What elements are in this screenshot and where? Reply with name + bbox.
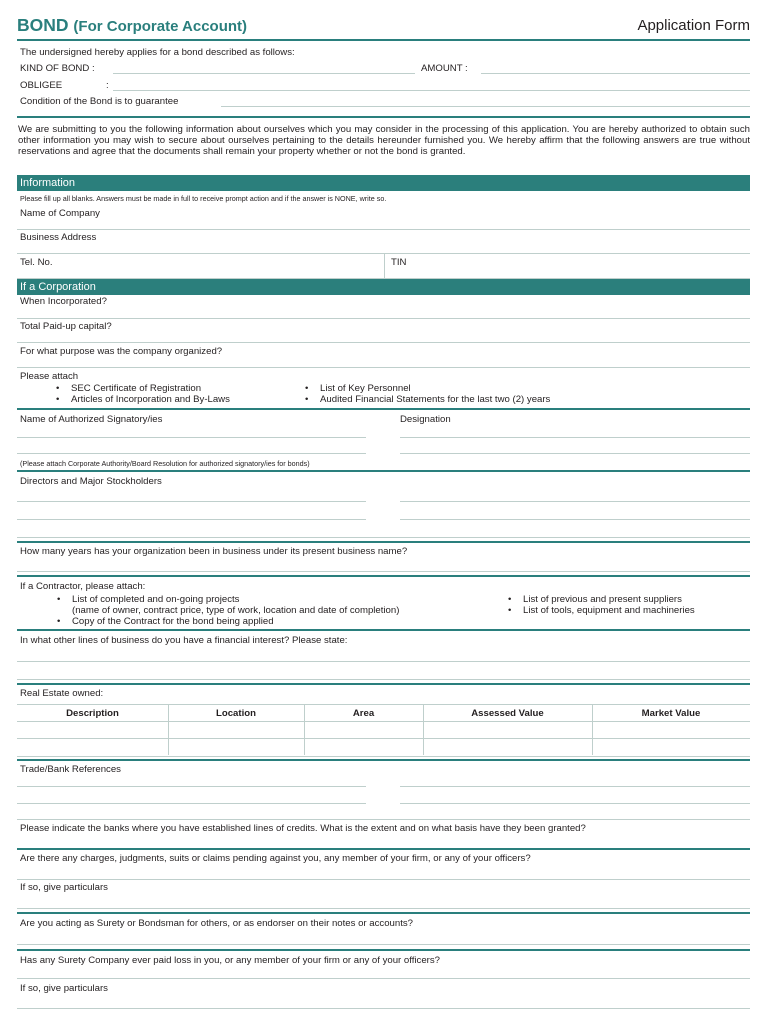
contractor-label: If a Contractor, please attach: bbox=[20, 581, 146, 592]
other-business-field-2[interactable] bbox=[17, 679, 750, 680]
other-business-field-1[interactable] bbox=[17, 661, 750, 662]
column-header-description: Description bbox=[66, 708, 119, 719]
particulars-label-2: If so, give particulars bbox=[20, 983, 108, 994]
section-rule bbox=[17, 116, 750, 118]
amount-field[interactable] bbox=[481, 73, 750, 74]
signatory-field-2[interactable] bbox=[17, 453, 366, 454]
obligee-field[interactable] bbox=[113, 90, 750, 91]
contractor-item-tools: • List of tools, equipment and machineries bbox=[523, 605, 695, 616]
reference-field-5[interactable] bbox=[17, 819, 750, 820]
paid-loss-answer-field[interactable] bbox=[17, 978, 750, 979]
attach-item-sec: • SEC Certificate of Registration bbox=[71, 383, 201, 394]
attach-item-articles: • Articles of Incorporation and By-Laws bbox=[71, 394, 230, 405]
years-in-business-field[interactable] bbox=[17, 571, 750, 572]
company-name-field[interactable] bbox=[17, 229, 750, 230]
condition-label: Condition of the Bond is to guarantee bbox=[20, 96, 179, 107]
section-rule bbox=[17, 629, 750, 631]
when-incorporated-label: When Incorporated? bbox=[20, 296, 107, 307]
designation-field-1[interactable] bbox=[400, 437, 750, 438]
column-header-area: Area bbox=[352, 708, 375, 719]
years-in-business-label: How many years has your organization been in business under its present business name? bbox=[20, 546, 408, 557]
paid-up-capital-label: Total Paid-up capital? bbox=[20, 321, 112, 332]
particulars-field-2[interactable] bbox=[17, 1008, 750, 1009]
business-address-label: Business Address bbox=[20, 232, 97, 243]
section-rule bbox=[17, 949, 750, 951]
column-header-market-value: Market Value bbox=[641, 708, 701, 719]
particulars-field-1[interactable] bbox=[17, 908, 750, 909]
contractor-item-suppliers: • List of previous and present suppliers bbox=[523, 594, 682, 605]
obligee-label: OBLIGEE bbox=[20, 80, 63, 91]
other-business-label: In what other lines of business do you have a financial interest? Please state: bbox=[20, 635, 348, 646]
real-estate-row-divider bbox=[17, 738, 750, 739]
authorized-signatory-label: Name of Authorized Signatory/ies bbox=[20, 414, 163, 425]
stockholders-field-2[interactable] bbox=[400, 519, 750, 520]
contractor-item-projects-detail: (name of owner, contract price, type of work, location and date of completion) bbox=[72, 605, 400, 616]
please-attach-label: Please attach bbox=[20, 371, 79, 382]
surety-answer-field[interactable] bbox=[17, 944, 750, 945]
contractor-item-projects: • List of completed and on-going projects bbox=[72, 594, 239, 605]
paid-loss-question: Has any Surety Company ever paid loss in you, or any member of your firm or any of your officers? bbox=[20, 955, 440, 966]
form-title-sub: (For Corporate Account) bbox=[73, 18, 248, 35]
information-heading: Information bbox=[17, 175, 750, 191]
attach-item-financials: • Audited Financial Statements for the last two (2) years bbox=[320, 394, 550, 405]
authority-note: (Please attach Corporate Authority/Board Resolution for authorized signatory/ies for bonds) bbox=[20, 459, 310, 468]
directors-field-1[interactable] bbox=[17, 501, 366, 502]
corporation-heading: If a Corporation bbox=[17, 279, 750, 295]
charges-answer-field[interactable] bbox=[17, 879, 750, 880]
stockholders-field-1[interactable] bbox=[400, 501, 750, 502]
charges-question: Are there any charges, judgments, suits or claims pending against you, any member of your firm, or any of your officers? bbox=[20, 853, 531, 864]
paid-up-capital-field[interactable] bbox=[17, 342, 750, 343]
signatory-field-1[interactable] bbox=[17, 437, 366, 438]
tel-no-label: Tel. No. bbox=[20, 257, 53, 268]
section-rule bbox=[17, 470, 750, 472]
disclaimer-text: We are submitting to you the following information about ourselves which you may consider in the processing of this application. You are hereby authorized to obtain such other information you may wish to secure about ourselves pertaining to the details hereunder furnished you. We hereby affirm that the following answers are true without reservations and agree that the documents shall remain your property whether or not the bond is granted. bbox=[18, 124, 750, 157]
header-rule bbox=[17, 39, 750, 41]
when-incorporated-field[interactable] bbox=[17, 318, 750, 319]
banks-question: Please indicate the banks where you have established lines of credits. What is the extent and on what basis have they been granted? bbox=[20, 823, 586, 834]
particulars-label-1: If so, give particulars bbox=[20, 882, 108, 893]
form-title-main: BOND bbox=[17, 15, 69, 35]
form-title bbox=[17, 14, 247, 38]
section-rule bbox=[17, 575, 750, 577]
column-header-location: Location bbox=[216, 708, 256, 719]
purpose-label: For what purpose was the company organized? bbox=[20, 346, 223, 357]
trade-bank-references-label: Trade/Bank References bbox=[20, 764, 121, 775]
tin-label: TIN bbox=[391, 257, 407, 268]
designation-field-2[interactable] bbox=[400, 453, 750, 454]
real-estate-row-divider bbox=[17, 721, 750, 722]
section-rule bbox=[17, 912, 750, 914]
section-rule bbox=[17, 683, 750, 685]
section-rule bbox=[17, 541, 750, 543]
directors-field-2[interactable] bbox=[17, 519, 366, 520]
kind-of-bond-field[interactable] bbox=[113, 73, 415, 74]
reference-field-2[interactable] bbox=[400, 786, 750, 787]
section-rule bbox=[17, 848, 750, 850]
bond-intro: The undersigned hereby applies for a bond described as follows: bbox=[20, 47, 295, 58]
reference-field-1[interactable] bbox=[17, 786, 366, 787]
designation-label: Designation bbox=[400, 414, 451, 425]
contractor-item-contract: • Copy of the Contract for the bond being applied bbox=[72, 616, 274, 627]
kind-of-bond-label: KIND OF BOND : bbox=[20, 63, 95, 74]
condition-field[interactable] bbox=[221, 106, 750, 107]
reference-field-4[interactable] bbox=[400, 803, 750, 804]
purpose-field[interactable] bbox=[17, 367, 750, 368]
directors-label: Directors and Major Stockholders bbox=[20, 476, 162, 487]
amount-label: AMOUNT : bbox=[421, 63, 468, 74]
obligee-colon: : bbox=[106, 80, 109, 91]
tel-tin-divider bbox=[384, 254, 385, 278]
real-estate-label: Real Estate owned: bbox=[20, 688, 104, 699]
column-header-assessed-value: Assessed Value bbox=[471, 708, 544, 719]
company-name-label: Name of Company bbox=[20, 208, 100, 219]
surety-question: Are you acting as Surety or Bondsman for others, or as endorser on their notes or accounts? bbox=[20, 918, 414, 929]
attach-item-key-personnel: • List of Key Personnel bbox=[320, 383, 411, 394]
information-note: Please fill up all blanks. Answers must be made in full to receive prompt action and if the answer is NONE, write so. bbox=[20, 194, 387, 203]
directors-field-3[interactable] bbox=[17, 537, 750, 538]
section-rule bbox=[17, 759, 750, 761]
reference-field-3[interactable] bbox=[17, 803, 366, 804]
section-rule bbox=[17, 408, 750, 410]
form-type-label: Application Form bbox=[637, 17, 750, 34]
